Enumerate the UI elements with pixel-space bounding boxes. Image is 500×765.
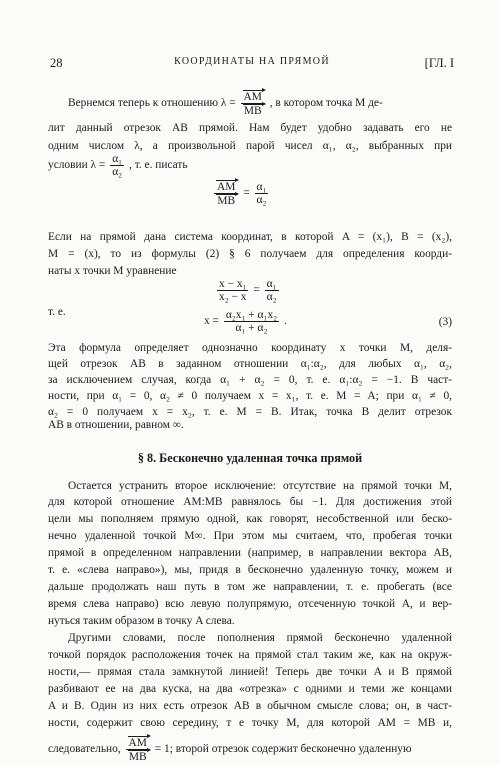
text-line: прямой в определенном направлении (например, в направлении вектора AB, <box>48 547 452 559</box>
text-line: дальше продолжать наш путь в том же направлении, т. е. пробегать (все <box>48 581 452 593</box>
vector-fraction <box>214 180 238 207</box>
text-line: M = (x), то из формулы (2) § 6 получаем для определения коорди- <box>48 248 452 260</box>
text-line <box>48 153 188 178</box>
equation-ratio: $\frac{AM}{MB}$ = $\frac{\text{α₁}}{\text{α₂}}$ <box>212 180 270 207</box>
alpha-fraction: $\frac{\text{α₁}}{\text{α₂}}$ <box>112 153 123 178</box>
text-line: AB в отношении, равном ∞. <box>48 419 184 431</box>
alpha-fraction: $\frac{\text{α₁}}{\text{α₂}}$ <box>256 181 267 206</box>
text-line: точкой порядок расположения точек на прямой стал таким же, как на окруж- <box>48 649 452 661</box>
text-line: разбивают ее на два куска, на два «отрезка» с одними и теми же концами <box>48 683 452 695</box>
text-line <box>68 90 383 117</box>
text-line: лит данный отрезок AB прямой. Нам будет удобно задавать его не <box>48 122 452 134</box>
text-line <box>48 736 412 763</box>
text-line: Другими словами, после пополнения прямой бесконечно удаленной <box>68 632 452 644</box>
vector: AM <box>243 91 262 103</box>
text-span: , в котором точка M де- <box>269 97 383 110</box>
text-line: т. е. «слева направо»), мы, придя в бесконечно удаленную точку, можем и <box>48 564 452 576</box>
text-line: время слева направо) всю левую полупрямую, отсеченную точкой A, и вер- <box>48 598 452 610</box>
text-line: наты x точки M уравнение <box>48 265 177 277</box>
vector-fraction <box>126 736 150 763</box>
text-line: щей отрезок AB в заданном отношении α₁:α₂, для любых α₁, α₂, <box>48 358 452 370</box>
text-span: следовательно, <box>48 743 121 756</box>
text-line: ности, при α₁ = 0, α₂ ≠ 0 получаем x = x₁, т. е. M = A; при α₁ ≠ 0, <box>48 390 452 402</box>
text-span: = 1; второй отрезок содержит бесконечно удаленную <box>154 743 412 756</box>
text-line: нечно удаленной точкой M∞. При этом мы считаем, что, пробегая точки <box>48 530 452 542</box>
ratio-fraction <box>241 90 265 117</box>
text-line: одним числом λ, а произвольной парой чисел α₁, α₂, выбранных при <box>48 140 452 152</box>
chapter-label: [ГЛ. I <box>424 56 454 70</box>
text-line: A и B. Один из них есть отрезок AB в обычном смысле слова; он, в част- <box>48 700 452 712</box>
text-line: α₂ = 0 получаем x = x₂, т. е. M = B. Итак, точка B делит отрезок <box>48 406 452 418</box>
running-title: КООРДИНАТЫ НА ПРЯМОЙ <box>174 56 330 67</box>
text-line: Эта формула определяет однозначно координату x точки M, деля- <box>48 342 452 354</box>
text-line: цели мы пополняем прямую одной, как говорят, несобственной или беско- <box>48 513 452 525</box>
text-line: Остается устранить второе исключение: отсутствие на прямой точки M, <box>68 480 452 492</box>
section-heading: § 8. Бесконечно удаленная точка прямой <box>137 451 363 465</box>
text-line: за исключением случая, когда α₁ + α₂ = 0, т. е. α₁:α₂ = −1. В част- <box>48 374 452 386</box>
text-line: ности, содержит свою середину, т е точку M, для которой AM = MB и, <box>48 717 452 729</box>
text-span: условии λ = <box>48 159 106 172</box>
text-span: Вернемся теперь к отношению λ = <box>68 97 236 110</box>
vector: MB <box>217 195 236 207</box>
vector: MB <box>243 105 262 117</box>
vector: MB <box>128 751 147 763</box>
text-line: Если на прямой дана система координат, в которой A = (x₁), B = (x₂), <box>48 231 452 243</box>
equation-3: x = $\frac{\text{α₂x₁ + α₁x₂}}{\text{α₁ + α₂}}$ . <box>204 309 287 334</box>
text-line: ности,— прямая стала замкнутой линией! Теперь две точки A и B прямой <box>48 666 452 678</box>
page-number: 28 <box>50 56 63 70</box>
vector: AM <box>128 737 147 749</box>
equation-label: (3) <box>438 316 452 328</box>
text-line: т. е. <box>48 306 66 318</box>
running-header <box>50 56 454 72</box>
equation-coordinate: $\frac{\text{x − x₁}}{\text{x₂ − x}}$ = $\frac{\text{α₁}}{\text{α₂}}$ <box>219 278 277 303</box>
vector: AM <box>217 181 236 193</box>
text-line: для которой отношение AM:MB равнялось бы −1. Для достижения этой <box>48 496 452 508</box>
text-line: нуться таким образом в точку A слева. <box>48 615 235 627</box>
text-span: , т. е. писать <box>129 159 188 172</box>
